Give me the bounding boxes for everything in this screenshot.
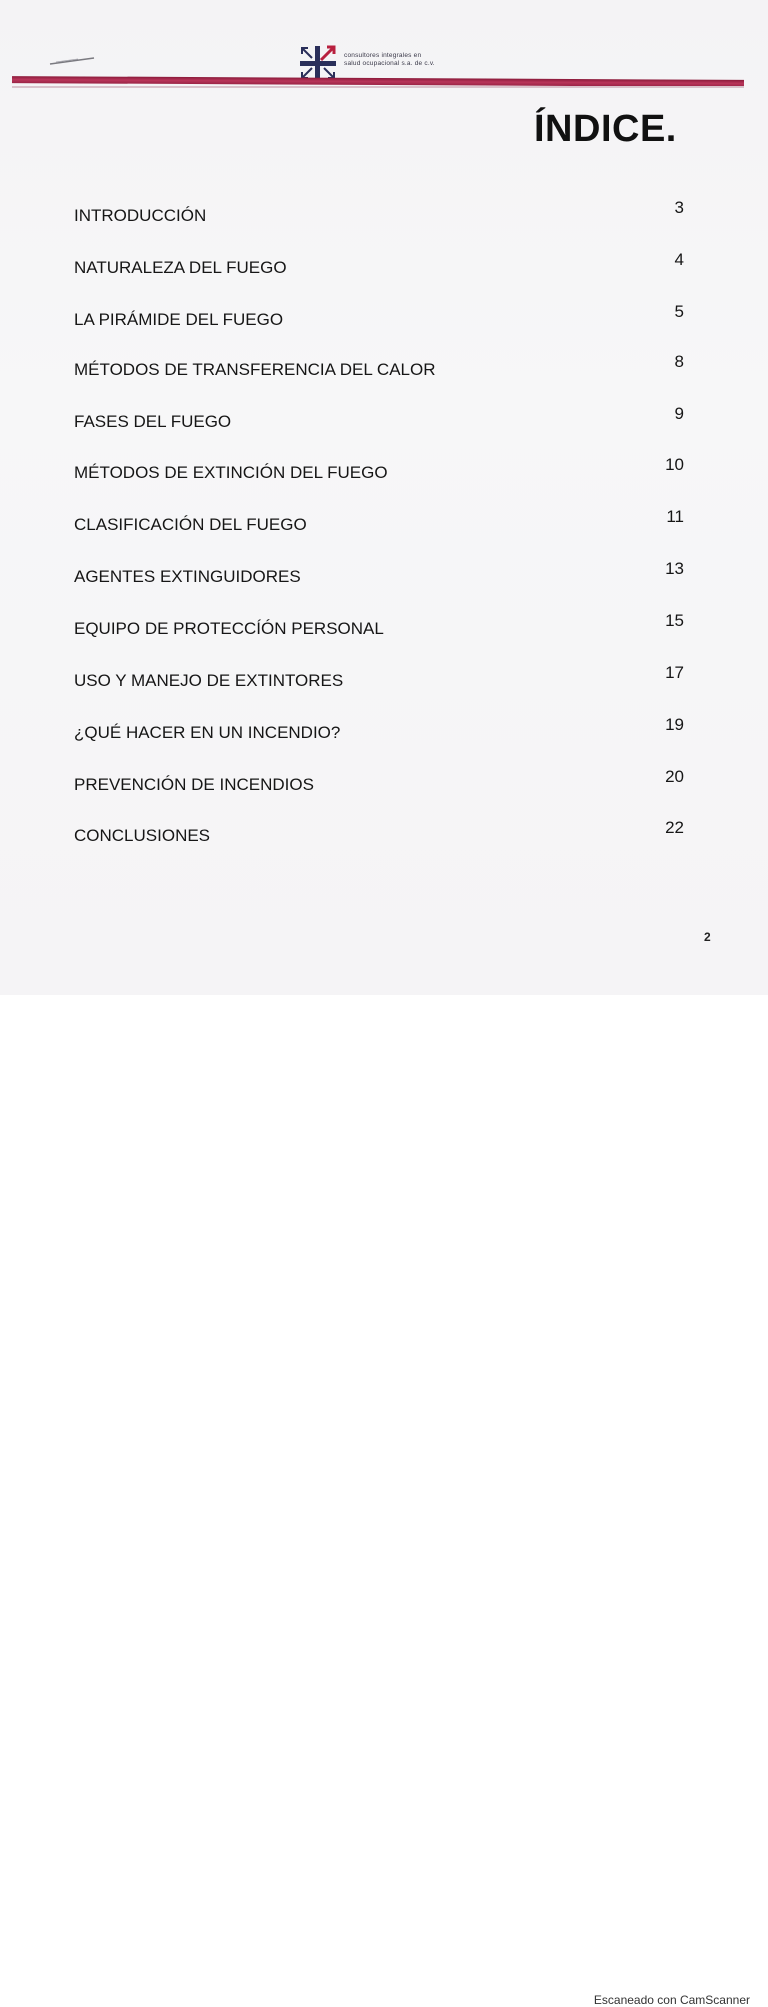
toc-entry-page: 17 <box>665 663 684 682</box>
toc-entry-page: 4 <box>674 250 684 269</box>
toc-entry <box>74 611 684 643</box>
toc-entry-page: 5 <box>674 302 684 321</box>
toc-entry <box>74 767 684 799</box>
scanned-page <box>0 0 768 995</box>
toc-entry-label: ¿QUÉ HACER EN UN INCENDIO? <box>74 723 341 742</box>
toc-entry-page: 10 <box>665 455 684 474</box>
toc-entry <box>74 404 684 436</box>
toc-entry <box>74 352 684 384</box>
toc-entry-page: 22 <box>665 818 684 837</box>
toc-entry <box>74 818 684 850</box>
toc-entry-label: MÉTODOS DE TRANSFERENCIA DEL CALOR <box>74 360 436 379</box>
page-title: ÍNDICE. <box>534 108 677 150</box>
toc-entry-label: LA PIRÁMIDE DEL FUEGO <box>74 310 284 329</box>
toc-entry <box>74 198 684 230</box>
toc-entry <box>74 663 684 695</box>
page-number: 2 <box>704 930 711 944</box>
toc-entry-label: MÉTODOS DE EXTINCIÓN DEL FUEGO <box>74 463 388 482</box>
toc-entry-label: FASES DEL FUEGO <box>74 412 232 431</box>
toc-entry <box>74 455 684 487</box>
toc-entry-label: CLASIFICACIÓN DEL FUEGO <box>74 515 307 534</box>
toc-entry-page: 19 <box>665 715 684 734</box>
toc-entry-label: PREVENCIÓN DE INCENDIOS <box>74 775 314 794</box>
company-name-line-1: consultores integrales en <box>344 52 422 59</box>
toc-entry-label: AGENTES EXTINGUIDORES <box>74 567 301 586</box>
toc-entry-label: EQUIPO DE PROTECCÍÓN PERSONAL <box>74 619 384 638</box>
toc-entry <box>74 559 684 591</box>
toc-entry-page: 20 <box>665 767 684 786</box>
table-of-contents <box>0 0 768 995</box>
toc-entry-label: NATURALEZA DEL FUEGO <box>74 258 287 277</box>
toc-entry-label: INTRODUCCIÓN <box>74 206 207 225</box>
scanner-footer <box>0 995 768 2007</box>
toc-entry <box>74 715 684 747</box>
toc-entry-page: 3 <box>674 198 684 217</box>
scanner-credit: Escaneado con CamScanner <box>593 1993 750 2007</box>
toc-entry-page: 15 <box>665 611 684 630</box>
toc-entry-page: 11 <box>666 507 684 526</box>
toc-entry-page: 13 <box>665 559 684 578</box>
toc-entry <box>74 302 684 334</box>
toc-entry-page: 8 <box>674 352 684 371</box>
toc-entry-label: CONCLUSIONES <box>74 826 211 845</box>
toc-entry-label: USO Y MANEJO DE EXTINTORES <box>74 671 344 690</box>
company-name-line-2: salud ocupacional s.a. de c.v. <box>344 60 435 67</box>
toc-entry-page: 9 <box>674 404 684 423</box>
toc-entry <box>74 507 684 539</box>
toc-entry <box>74 250 684 282</box>
